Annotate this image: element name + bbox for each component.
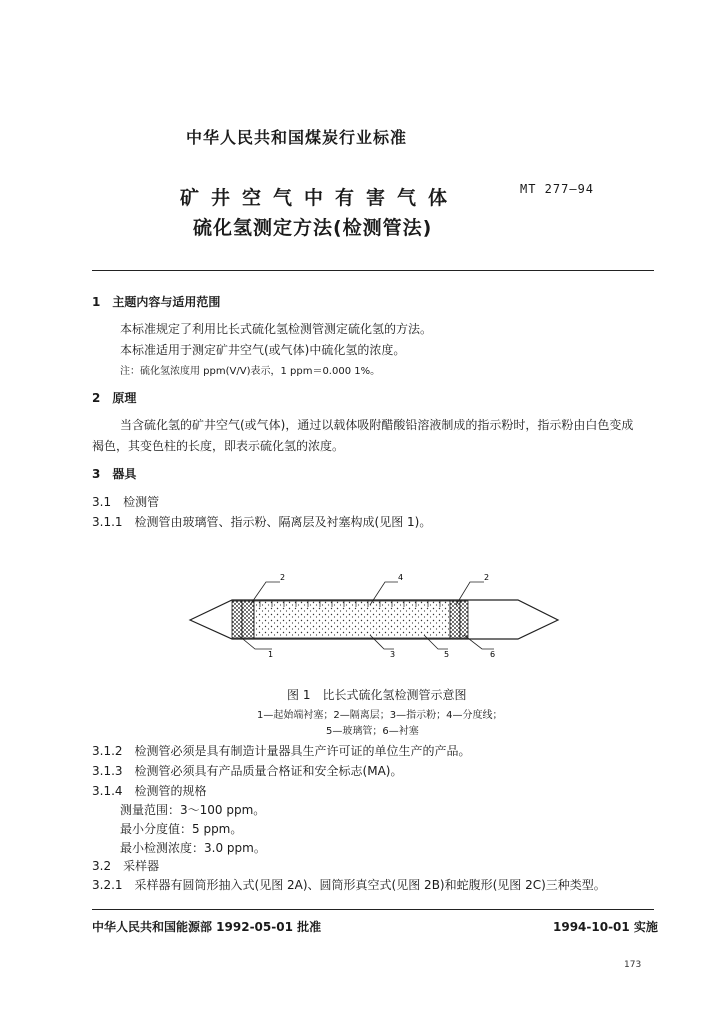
spec-measuring-range: 测量范围：3～100 ppm。 xyxy=(120,803,266,817)
section-2-heading: 2 原理 xyxy=(92,391,137,405)
page-number: 173 xyxy=(624,960,642,970)
document-title-line2: 硫化氢测定方法(检测管法) xyxy=(193,217,433,239)
spec-min-detection: 最小检测浓度：3.0 ppm。 xyxy=(120,841,266,855)
section-3-1-2: 3.1.2 检测管必须是具有制造计量器具生产许可证的单位生产的产品。 xyxy=(92,744,471,758)
figure-caption: 图 1 比长式硫化氢检测管示意图 xyxy=(287,688,467,702)
detection-tube-diagram xyxy=(180,565,570,660)
section-1-heading: 1 主题内容与适用范围 xyxy=(92,295,221,309)
separator-layer-left xyxy=(242,601,254,638)
figure-label-4: 4 xyxy=(398,573,404,582)
figure-label-5: 5 xyxy=(444,650,450,659)
section-3-2-heading: 3.2 采样器 xyxy=(92,859,160,873)
issuing-organization: 中华人民共和国煤炭行业标准 xyxy=(186,128,408,147)
section-3-1-4: 3.1.4 检测管的规格 xyxy=(92,784,207,798)
figure-label-1: 1 xyxy=(268,650,274,659)
section-3-2-1: 3.2.1 采样器有圆筒形抽入式(见图 2A)、圆筒形真空式(见图 2B)和蛇腹形(见图 2C)三种类型。 xyxy=(92,878,606,892)
header-rule xyxy=(92,270,654,271)
footer-implementation-date: 1994-10-01 实施 xyxy=(553,920,658,934)
section-3-1-heading: 3.1 检测管 xyxy=(92,495,160,509)
section-1-paragraph-2: 本标准适用于测定矿井空气(或气体)中硫化氢的浓度。 xyxy=(120,343,406,357)
start-plug xyxy=(232,601,242,638)
section-2-paragraph-line-1: 当含硫化氢的矿井空气(或气体)，通过以载体吸附醋酸铅溶液制成的指示粉时，指示粉由白色变成 xyxy=(120,418,634,432)
section-1-paragraph-1: 本标准规定了利用比长式硫化氢检测管测定硫化氢的方法。 xyxy=(120,322,433,336)
figure-label-2-right: 2 xyxy=(484,573,490,582)
document-title-line1: 矿井空气中有害气体 xyxy=(180,187,460,209)
section-1-note: 注：硫化氢浓度用 ppm(V/V)表示，1 ppm＝0.000 1%。 xyxy=(120,366,381,377)
section-3-1-1: 3.1.1 检测管由玻璃管、指示粉、隔离层及衬塞构成(见图 1)。 xyxy=(92,515,432,529)
indicator-powder xyxy=(254,601,450,638)
footer-rule xyxy=(92,909,654,910)
section-2-paragraph-line-2: 褐色，其变色柱的长度，即表示硫化氢的浓度。 xyxy=(92,439,345,453)
figure-label-2-left: 2 xyxy=(280,573,286,582)
standard-code: MT 277—94 xyxy=(520,182,595,196)
section-3-heading: 3 器具 xyxy=(92,467,137,481)
figure-label-6: 6 xyxy=(490,650,496,659)
end-plug xyxy=(460,601,468,638)
section-3-1-3: 3.1.3 检测管必须具有产品质量合格证和安全标志(MA)。 xyxy=(92,764,403,778)
figure-label-3: 3 xyxy=(390,650,396,659)
figure-legend-line-2: 5—玻璃管；6—衬塞 xyxy=(326,726,419,737)
separator-layer-right xyxy=(450,601,460,638)
figure-legend-line-1: 1—起始端衬塞；2—隔离层；3—指示粉；4—分度线； xyxy=(257,710,503,721)
spec-min-division: 最小分度值：5 ppm。 xyxy=(120,822,243,836)
footer-approval: 中华人民共和国能源部 1992-05-01 批准 xyxy=(92,920,322,934)
